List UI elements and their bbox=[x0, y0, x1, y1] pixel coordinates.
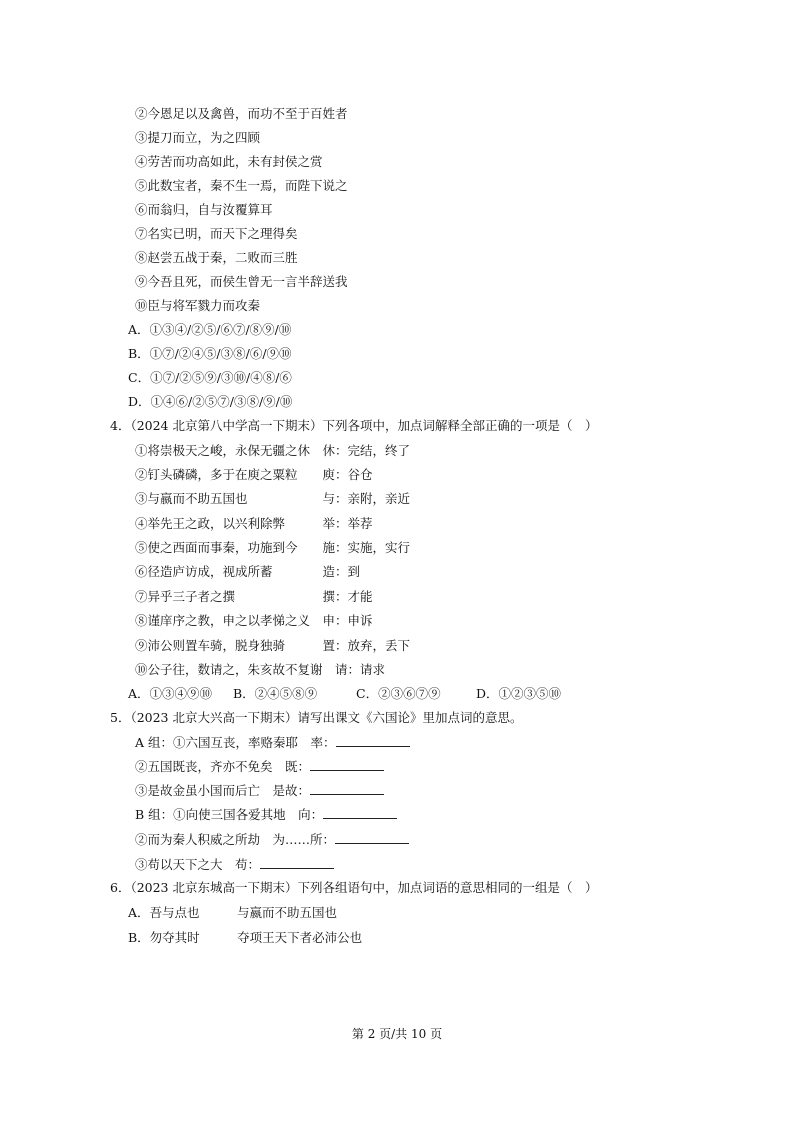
q5-item-b3-text: ③苟以天下之大 苟： bbox=[135, 857, 261, 872]
q4-item-5: ⑤使之西面而事秦，功施到今 施：实施，实行 bbox=[135, 540, 411, 555]
q6-option-b: B．勿夺其时 夺项王天下者必沛公也 bbox=[128, 930, 363, 945]
q3-item-10: ⑩臣与将军戮力而攻秦 bbox=[135, 298, 261, 313]
q3-item-5: ⑤此数宝者，秦不生一焉，而陛下说之 bbox=[135, 178, 348, 193]
answer-blank[interactable] bbox=[323, 806, 397, 819]
q5-stem: 5．（2023 北京大兴高一下期末）请写出课文《六国论》里加点词的意思。 bbox=[110, 710, 523, 725]
q5-item-a2-text: ②五国既丧，齐亦不免矣 既： bbox=[135, 759, 311, 774]
answer-blank[interactable] bbox=[310, 782, 384, 795]
q5-item-b1 bbox=[135, 806, 397, 823]
answer-blank[interactable] bbox=[336, 734, 410, 747]
page-number-footer: 第 2 页/共 10 页 bbox=[351, 1027, 443, 1041]
q5-item-a1-text: A 组：①六国互丧，率赂秦耶 率： bbox=[135, 735, 336, 750]
q3-item-3: ③提刀而立，为之四顾 bbox=[135, 130, 261, 145]
q5-item-a1 bbox=[135, 734, 410, 751]
answer-blank[interactable] bbox=[310, 758, 384, 771]
q4-option-b: B．②④⑤⑧⑨ bbox=[233, 686, 318, 701]
q5-item-b3 bbox=[135, 856, 334, 873]
q5-item-a3 bbox=[135, 782, 384, 799]
q6-stem: 6．（2023 北京东城高一下期末）下列各组语句中，加点词语的意思相同的一组是（ ） bbox=[110, 880, 598, 895]
q4-item-3: ③与嬴而不助五国也 与：亲附，亲近 bbox=[135, 491, 411, 506]
q5-item-b1-text: B 组：①向使三国各爱其地 向： bbox=[135, 807, 324, 822]
q3-item-4: ④劳苦而功高如此，未有封侯之赏 bbox=[135, 154, 323, 169]
q4-item-2: ②钉头磷磷，多于在庾之粟粒 庾：谷仓 bbox=[135, 467, 373, 482]
answer-blank[interactable] bbox=[335, 831, 409, 844]
q4-item-9: ⑨沛公则置车骑，脱身独骑 置：放弃，丢下 bbox=[135, 638, 411, 653]
q6-option-a: A．吾与点也 与嬴而不助五国也 bbox=[128, 905, 338, 920]
q5-item-a3-text: ③是故金虽小国而后亡 是故： bbox=[135, 783, 311, 798]
q4-item-4: ④举先王之政，以兴利除弊 举：举荐 bbox=[135, 516, 373, 531]
q3-item-2: ②今恩足以及禽兽，而功不至于百姓者 bbox=[135, 106, 348, 121]
answer-blank[interactable] bbox=[260, 856, 334, 869]
q4-item-1: ①将崇极天之峻，永保无疆之休 休：完结，终了 bbox=[135, 443, 411, 458]
q3-item-6: ⑥而翁归，自与汝覆算耳 bbox=[135, 202, 273, 217]
q4-item-8: ⑧谨庠序之教，申之以孝悌之义 申：申诉 bbox=[135, 613, 373, 628]
q4-item-6: ⑥径造庐访成，视成所蓄 造：到 bbox=[135, 564, 361, 579]
q3-item-7: ⑦名实已明，而天下之理得矣 bbox=[135, 226, 298, 241]
q3-option-b: B．①⑦/②④⑤/③⑧/⑥/⑨⑩ bbox=[128, 346, 292, 361]
q5-item-a2 bbox=[135, 758, 384, 775]
q5-item-b2 bbox=[135, 831, 409, 848]
q5-item-b2-text: ②而为秦人积威之所劫 为……所： bbox=[135, 832, 336, 847]
q4-stem: 4．（2024 北京第八中学高一下期末）下列各项中，加点词解释全部正确的一项是（ ） bbox=[110, 418, 598, 433]
q3-item-8: ⑧赵尝五战于秦，二败而三胜 bbox=[135, 250, 298, 265]
q3-option-d: D．①④⑥/②⑤⑦/③⑧/⑨/⑩ bbox=[128, 394, 293, 409]
q4-item-7: ⑦异乎三子者之撰 撰：才能 bbox=[135, 589, 373, 604]
q4-option-a: A．①③④⑨⑩ bbox=[128, 686, 213, 701]
q3-option-a: A．①③④/②⑤/⑥⑦/⑧⑨/⑩ bbox=[128, 322, 292, 337]
q3-item-9: ⑨今吾且死，而侯生曾无一言半辞送我 bbox=[135, 274, 348, 289]
q4-option-d: D．①②③⑤⑩ bbox=[476, 686, 562, 701]
q4-option-c: C．②③⑥⑦⑨ bbox=[356, 686, 441, 701]
q3-option-c: C．①⑦/②⑤⑨/③⑩/④⑧/⑥ bbox=[128, 370, 292, 385]
q4-item-10: ⑩公子往，数请之，朱亥故不复谢 请：请求 bbox=[135, 662, 386, 677]
